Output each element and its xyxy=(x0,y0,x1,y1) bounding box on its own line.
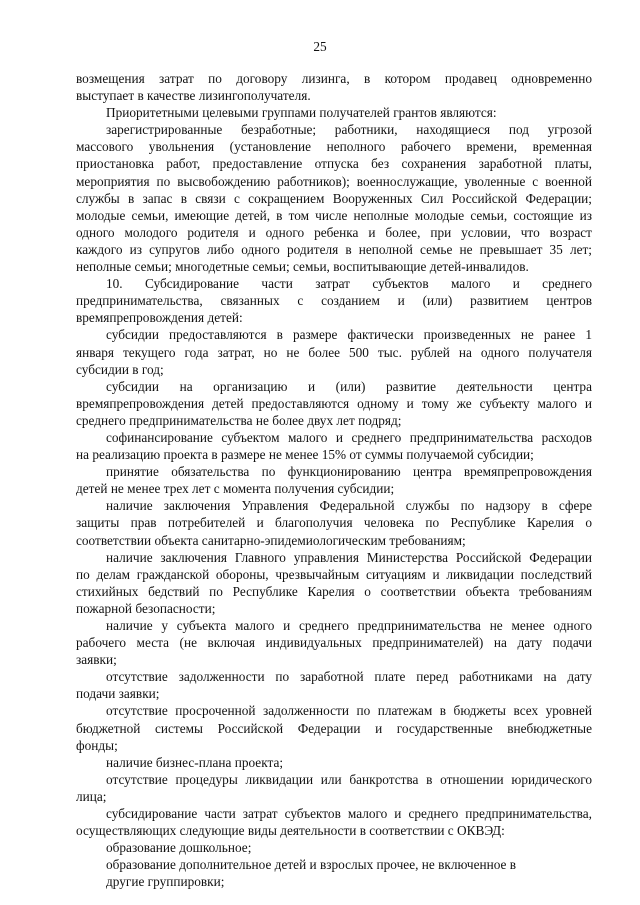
text-line: наличие у субъекта малого и среднего предпринимательства не менее одного xyxy=(106,618,592,633)
text-line: возмещения затрат по договору лизинга, в котором продавец одновременно xyxy=(76,71,592,86)
text-line: отсутствие процедуры ликвидации или банкротства в отношении юридического xyxy=(106,771,592,787)
text-line: 10. Субсидирование части затрат субъектов малого и среднего xyxy=(106,276,592,292)
text-line: отсутствие задолженности по заработной плате перед работниками на дату xyxy=(106,669,592,685)
text-line: наличие заключения Главного управления Министерства Российской Федерации xyxy=(106,549,592,565)
text-line: службы в запас в связи с сокращением Вооруженных Сил Российской Федерации; xyxy=(76,190,592,206)
text-line: неполные семьи; многодетные семьи; семьи, воспитывающие детей-инвалидов. xyxy=(76,259,529,275)
text-line: одного молодого родителя и одного ребенка и более, при условии, что возраст xyxy=(76,224,592,240)
text-line: времяпрепровождения детей: xyxy=(76,310,243,326)
text-line: защиты прав потребителей и благополучия человека по Республике Карелия о xyxy=(76,515,592,531)
text-line: софинансирование субъектом малого и среднего предпринимательства расходов xyxy=(106,429,592,445)
text-line: лица; xyxy=(76,788,107,804)
text-line: наличие бизнес-плана проекта; xyxy=(106,754,284,770)
text-line: среднего предпринимательства не более двух лет подряд; xyxy=(76,412,402,428)
text-line: образование дополнительное детей и взрослых прочее, не включенное в xyxy=(106,857,517,873)
page-number: 25 xyxy=(313,39,327,54)
text-line: соответствии объекта санитарно-эпидемиологическим требованиям; xyxy=(76,532,466,548)
text-line: субсидии предоставляются в размере фактически произведенных не ранее 1 xyxy=(106,327,592,343)
text-line: отсутствие просроченной задолженности по платежам в бюджеты всех уровней xyxy=(106,703,592,719)
text-line: января текущего года затрат, но не более 500 тыс. рублей на одного получателя xyxy=(76,344,592,360)
text-line: зарегистрированные безработные; работники, находящиеся под угрозой xyxy=(106,122,592,138)
text-line: по делам гражданской обороны, чрезвычайным ситуациям и ликвидации последствий xyxy=(76,566,592,582)
text-line: фонды; xyxy=(76,737,118,753)
text-line: подачи заявки; xyxy=(76,686,160,702)
text-line: бюджетной системы Российской Федерации и государственные внебюджетные xyxy=(76,720,592,736)
text-line: выступает в качестве лизингополучателя. xyxy=(76,88,311,104)
text-line: каждого из супругов либо одного родителя в неполной семье не превышает 35 лет; xyxy=(76,241,592,257)
text-line: Приоритетными целевыми группами получателей грантов являются: xyxy=(106,105,497,121)
text-line: детей не менее трех лет с момента получения субсидии; xyxy=(76,481,395,497)
text-line: заявки; xyxy=(76,652,117,668)
text-line: предпринимательства, связанных с созданием и (или) развитием центров xyxy=(76,293,592,309)
text-line: времяпрепровождения детей предоставляются одному и тому же субъекту малого и xyxy=(76,395,592,411)
text-line: стихийных бедствий по Республике Карелия о соответствии объекта требованиям xyxy=(76,583,592,599)
text-line: другие группировки; xyxy=(106,874,225,890)
text-line: на реализацию проекта в размере не менее 15% от суммы получаемой субсидии; xyxy=(76,447,534,463)
text-line: образование дошкольное; xyxy=(106,840,252,856)
text-line: осуществляющих следующие виды деятельности в соответствии с ОКВЭД: xyxy=(76,823,505,839)
text-line: приостановка работ, предоставление отпуска без сохранения заработной платы, xyxy=(76,156,592,172)
text-line: субсидии в год; xyxy=(76,361,164,377)
text-line: массового увольнения (установление неполного рабочего времени, временная xyxy=(76,139,592,155)
text-line: принятие обязательства по функционированию центра времяпрепровождения xyxy=(106,464,592,480)
text-line: мероприятия по высвобождению работников); военнослужащие, уволенные с военной xyxy=(76,173,592,189)
text-line: рабочего места (не включая индивидуальных предпринимателей) на дату подачи xyxy=(76,635,592,651)
text-line: пожарной безопасности; xyxy=(76,600,216,616)
text-line: наличие заключения Управления Федеральной службы по надзору в сфере xyxy=(106,498,592,514)
text-line: субсидирование части затрат субъектов малого и среднего предпринимательства, xyxy=(106,806,592,822)
text-line: субсидии на организацию и (или) развитие деятельности центра xyxy=(106,378,592,394)
text-line: молодые семьи, имеющие детей, в том числе неполные молодые семьи, состоящие из xyxy=(76,207,592,223)
document-body xyxy=(76,70,592,891)
